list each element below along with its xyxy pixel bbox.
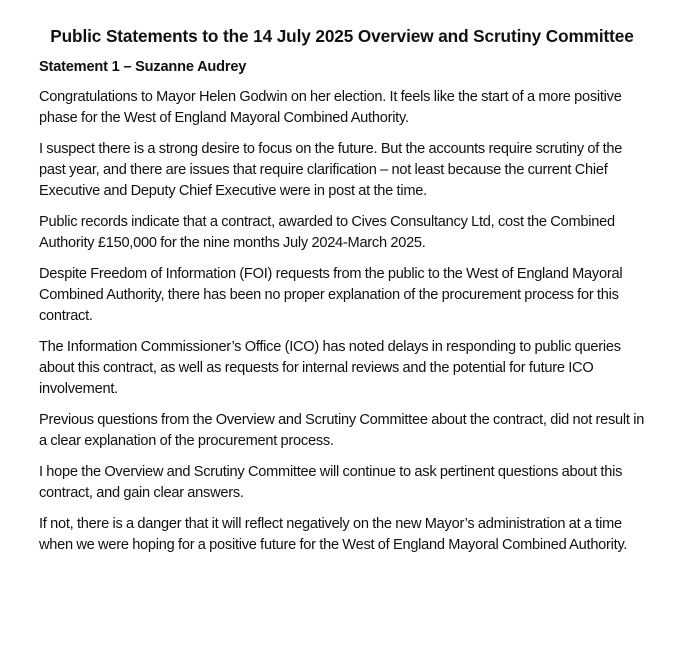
statement-paragraph-3: Public records indicate that a contract, awarded to Cives Consultancy Ltd, cost the Combined Authority £150,000 for the nine months July 2024-March 2025. [39, 214, 615, 251]
statement-paragraph-4: Despite Freedom of Information (FOI) requests from the public to the West of England Mayoral Combined Authority, there has been no proper explanation of the procurement process for this contract. [39, 266, 623, 324]
statement-paragraph-6: Previous questions from the Overview and Scrutiny Committee about the contract, did not result in a clear explanation of the procurement process. [39, 412, 645, 449]
statement-paragraph-5: The Information Commissioner’s Office (ICO) has noted delays in responding to public queries about this contract, as well as requests for internal reviews and the potential for future ICO involvement. [39, 339, 621, 397]
document-title: Public Statements to the 14 July 2025 Overview and Scrutiny Committee [50, 26, 634, 46]
statement-paragraph-7: I hope the Overview and Scrutiny Committee will continue to ask pertinent questions about this contract, and gain clear answers. [39, 464, 623, 501]
statement-heading: Statement 1 – Suzanne Audrey [39, 59, 247, 75]
statement-paragraph-1: Congratulations to Mayor Helen Godwin on her election. It feels like the start of a more positive phase for the West of England Mayoral Combined Authority. [39, 89, 622, 126]
statement-1 [39, 57, 645, 556]
statement-paragraph-8: If not, there is a danger that it will reflect negatively on the new Mayor’s administration at a time when we were hoping for a positive future for the West of England Mayoral Combined Authority. [39, 516, 628, 553]
statement-paragraph-2: I suspect there is a strong desire to focus on the future. But the accounts require scrutiny of the past year, and there are issues that require clarification – not least because the current Chief Executive and Deputy Chief Executive were in post at the time. [39, 141, 623, 199]
